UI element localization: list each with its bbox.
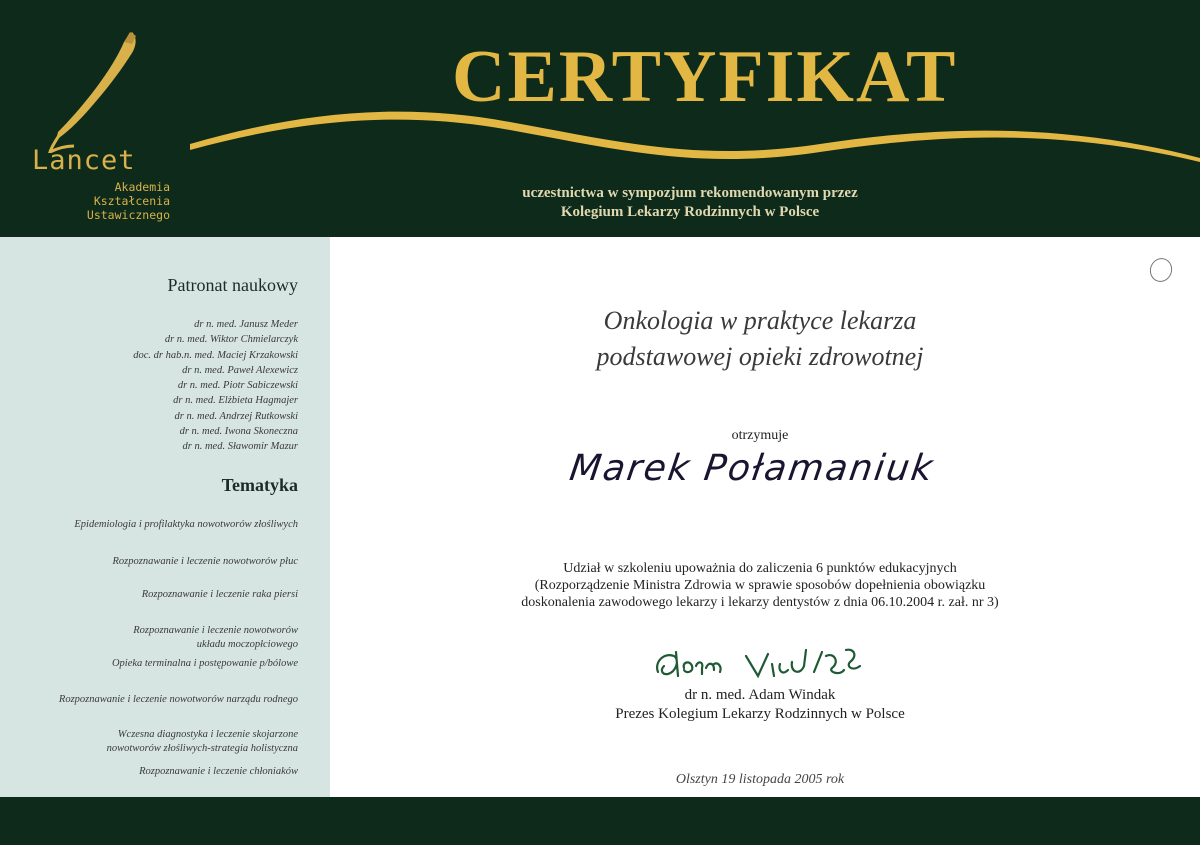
patronat-member: dr n. med. Elżbieta Hagmajer [173, 395, 298, 407]
topic-item [133, 624, 298, 652]
course-title-line: Onkologia w praktyce lekarza [603, 306, 917, 335]
signer-block [560, 686, 960, 724]
credit-info-line: Udział w szkoleniu upoważnia do zaliczenia 6 punktów edukacyjnych [563, 561, 957, 576]
subtitle-line: Kolegium Lekarzy Rodzinnych w Polsce [560, 204, 820, 220]
logo-subtitle-line: Ustawicznego [86, 208, 170, 222]
patronat-member: dr n. med. Janusz Meder [194, 319, 298, 330]
pen-mark [1147, 255, 1176, 285]
left-sidebar-panel [0, 237, 330, 797]
credit-info-line: doskonalenia zawodowego lekarzy i lekarzy dentystów z dnia 06.10.2004 r. zał. nr 3) [521, 595, 999, 610]
tematyka-heading: Tematyka [221, 475, 298, 495]
topic-item [59, 693, 298, 707]
patronat-member: dr n. med. Paweł Alexewicz [182, 364, 298, 376]
patronat-member: dr n. med. Piotr Sabiczewski [177, 380, 298, 392]
signer-role: Prezes Kolegium Lekarzy Rodzinnych w Polsce [615, 706, 905, 722]
patronat-member: dr n. med. Sławomir Mazur [182, 441, 298, 453]
topic-line: nowotworów złośliwych-strategia holistyczna [106, 743, 298, 754]
credit-info-line: (Rozporządzenie Ministra Zdrowia w sprawie sposobów dopełnienia obowiązku [534, 578, 986, 593]
topic-item [139, 765, 298, 779]
logo-subtitle-line: Akademia [114, 180, 170, 194]
subtitle-line: uczestnictwa w sympozjum rekomendowanym przez [522, 185, 858, 201]
handwritten-signature [650, 642, 880, 687]
certificate-subtitle [440, 184, 940, 222]
topic-line: Epidemiologia i profilaktyka nowotworów złośliwych [74, 519, 298, 530]
course-title [560, 303, 960, 375]
header-banner [0, 0, 1200, 237]
topic-line: Rozpoznawanie i leczenie nowotworów [133, 625, 298, 636]
patronat-member: dr n. med. Wiktor Chmielarczyk [164, 334, 298, 346]
topic-line: Rozpoznawanie i leczenie chłoniaków [139, 766, 298, 777]
place-and-date: Olsztyn 19 listopada 2005 rok [675, 772, 845, 787]
topic-item [74, 518, 298, 532]
topic-line: Opieka terminalna i postępowanie p/bólowe [111, 658, 298, 669]
gold-swoosh-decoration [180, 92, 1200, 172]
patronat-member: doc. dr hab.n. med. Maciej Krzakowski [133, 349, 298, 361]
footer-band [0, 797, 1200, 845]
topic-line: Rozpoznawanie i leczenie nowotworów narządu rodnego [58, 694, 298, 705]
patronat-list [133, 317, 298, 455]
topic-line: Rozpoznawanie i leczenie nowotworów płuc [112, 556, 298, 567]
certificate-title: CERTYFIKAT [452, 36, 958, 118]
course-title-line: podstawowej opieki zdrowotnej [596, 342, 924, 371]
lancet-quill-icon [40, 28, 150, 153]
topic-line: układu moczopłciowego [196, 639, 298, 650]
topic-item [142, 588, 298, 602]
topic-item [112, 657, 298, 671]
award-label: otrzymuje [731, 428, 789, 443]
logo-subtitle-line: Kształcenia [93, 194, 170, 208]
recipient-name: Marek Połamaniuk [567, 448, 937, 489]
patronat-member: dr n. med. Iwona Skoneczna [179, 426, 298, 438]
logo-name: Lancet [32, 145, 136, 176]
topic-line: Rozpoznawanie i leczenie raka piersi [141, 589, 298, 600]
topic-item [107, 728, 298, 756]
logo-subtitle [30, 180, 170, 222]
topic-item [113, 555, 299, 569]
signer-name: dr n. med. Adam Windak [684, 687, 836, 703]
patronat-member: dr n. med. Andrzej Rutkowski [174, 410, 298, 422]
recipient-name-handwritten [567, 448, 1010, 498]
patronat-heading: Patronat naukowy [167, 275, 298, 295]
topic-line: Wczesna diagnostyka i leczenie skojarzone [117, 729, 298, 740]
credit-info [510, 560, 1010, 611]
